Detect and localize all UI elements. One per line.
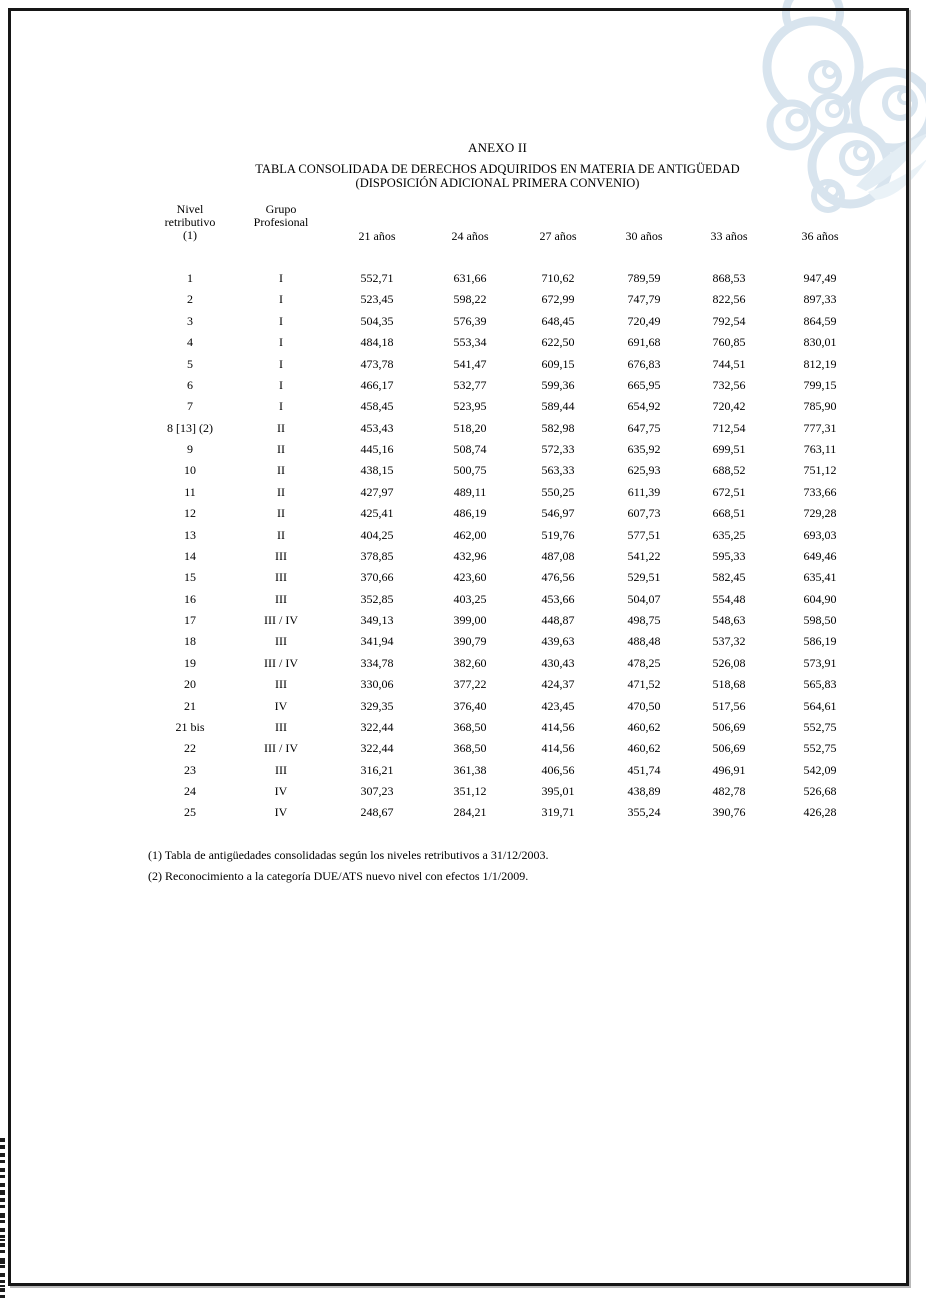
cell-27-anos: 519,76 [541,527,575,542]
cell-33-anos: 744,51 [712,356,746,371]
cell-nivel: 20 [184,677,196,692]
cell-36-anos: 777,31 [803,420,837,435]
cell-33-anos: 506,69 [712,741,746,756]
cell-24-anos: 598,22 [453,292,487,307]
cell-30-anos: 438,89 [627,784,661,798]
cell-24-anos: 390,79 [453,634,487,649]
cell-30-anos: 607,73 [627,506,661,521]
cell-33-anos: 688,52 [712,463,746,478]
cell-33-anos: 668,51 [712,506,746,521]
cell-21-anos: 378,85 [360,548,394,563]
cell-nivel: 6 [187,377,193,392]
cell-30-anos: 611,39 [627,484,661,499]
cell-grupo: IV [274,698,288,713]
cell-33-anos: 518,68 [712,677,746,692]
cell-27-anos: 609,15 [541,356,575,371]
cell-36-anos: 598,50 [803,613,837,627]
cell-24-anos: 508,74 [453,442,487,456]
cell-33-anos: 792,54 [712,313,746,328]
header-36-anos: 36 años [801,229,839,243]
table-row [150,332,872,353]
cell-21-anos: 352,85 [360,591,394,606]
cell-nivel: 19 [184,655,196,670]
cell-21-anos: 504,35 [360,313,394,328]
cell-21-anos: 473,78 [360,356,394,371]
cell-nivel: 10 [184,463,196,478]
cell-nivel: 16 [184,591,196,606]
cell-30-anos: 478,25 [627,655,661,670]
header-30-anos: 30 años [625,229,663,243]
cell-36-anos: 897,33 [803,292,837,307]
cell-24-anos: 518,20 [453,420,487,435]
cell-24-anos: 403,25 [453,591,487,606]
table-row [150,717,872,738]
cell-27-anos: 414,56 [541,741,575,756]
cell-27-anos: 572,33 [541,442,575,456]
header-24-anos: 24 años [451,229,489,243]
cell-30-anos: 665,95 [627,377,661,392]
table-header [150,203,872,243]
cell-24-anos: 489,11 [453,484,487,499]
document-title-line1: TABLA CONSOLIDADA DE DERECHOS ADQUIRIDOS EN MATERIA DE ANTIGÜEDAD [255,162,740,176]
cell-27-anos: 622,50 [541,335,575,350]
cell-21-anos: 466,17 [360,377,394,392]
cell-24-anos: 361,38 [453,762,487,777]
cell-30-anos: 747,79 [627,292,661,307]
cell-21-anos: 445,16 [360,442,394,456]
cell-33-anos: 582,45 [712,570,746,585]
cell-27-anos: 423,45 [541,698,575,713]
cell-36-anos: 799,15 [803,377,837,392]
cell-grupo: I [279,377,283,392]
cell-30-anos: 529,51 [627,570,661,585]
cell-24-anos: 576,39 [453,313,487,328]
table-row [150,631,872,652]
cell-36-anos: 586,19 [803,634,837,649]
cell-30-anos: 654,92 [627,399,661,414]
cell-24-anos: 351,12 [453,784,487,798]
cell-33-anos: 822,56 [712,292,746,307]
cell-30-anos: 647,75 [627,420,661,435]
cell-33-anos: 720,42 [712,399,746,414]
cell-24-anos: 368,50 [453,741,487,756]
cell-33-anos: 595,33 [712,548,746,563]
cell-nivel: 3 [187,313,193,328]
cell-36-anos: 426,28 [803,805,837,820]
cell-30-anos: 451,74 [627,762,661,777]
cell-36-anos: 552,75 [803,719,837,734]
cell-33-anos: 635,25 [712,527,746,542]
cell-24-anos: 553,34 [453,335,487,350]
cell-21-anos: 330,06 [360,677,394,692]
cell-36-anos: 864,59 [803,313,837,328]
cell-nivel: 23 [184,762,196,777]
cell-30-anos: 541,22 [627,548,661,563]
cell-grupo: III [275,570,287,585]
cell-24-anos: 523,95 [453,399,487,414]
cell-grupo: I [279,356,283,371]
table-body [150,268,872,824]
cell-21-anos: 341,94 [360,634,394,649]
cell-27-anos: 546,97 [541,506,575,521]
cell-33-anos: 496,91 [712,762,746,777]
cell-30-anos: 789,59 [627,271,661,285]
cell-36-anos: 565,83 [803,677,837,692]
cell-36-anos: 947,49 [803,271,837,285]
cell-36-anos: 564,61 [803,698,837,713]
cell-grupo: II [277,463,285,478]
annex-title: ANEXO II [467,140,527,155]
cell-30-anos: 635,92 [627,442,661,456]
cell-grupo: I [279,399,283,414]
cell-24-anos: 432,96 [453,548,487,563]
cell-grupo: III / IV [264,741,298,756]
cell-27-anos: 672,99 [541,292,575,307]
cell-27-anos: 453,66 [541,591,575,606]
table-row [150,268,872,289]
footnote-2: (2) Reconocimiento a la categoría DUE/ATS nuevo nivel con efectos 1/1/2009. [148,869,529,883]
cell-nivel: 24 [184,784,196,798]
cell-nivel: 12 [184,506,196,521]
cell-27-anos: 414,56 [541,719,575,734]
cell-grupo: III [275,634,287,649]
table-row [150,460,872,481]
cell-36-anos: 649,46 [803,548,837,563]
cell-27-anos: 406,56 [541,762,575,777]
cell-nivel: 1 [187,271,193,285]
cell-24-anos: 486,19 [453,506,487,521]
cell-21-anos: 334,78 [360,655,394,670]
cell-27-anos: 599,36 [541,377,575,392]
cell-nivel: 4 [187,335,193,350]
cell-21-anos: 438,15 [360,463,394,478]
table-row [150,589,872,610]
cell-21-anos: 316,21 [360,762,394,777]
cell-36-anos: 526,68 [803,784,837,798]
cell-33-anos: 390,76 [712,805,746,820]
table-row [150,696,872,717]
cell-grupo: IV [274,805,288,820]
cell-grupo: III / IV [264,613,298,627]
cell-33-anos: 732,56 [712,377,746,392]
table-row [150,546,872,567]
cell-30-anos: 691,68 [627,335,661,350]
cell-24-anos: 399,00 [453,613,487,627]
cell-24-anos: 541,47 [453,356,487,371]
cell-grupo: II [277,420,285,435]
table-row [150,738,872,759]
cell-21-anos: 370,66 [360,570,394,585]
cell-21-anos: 307,23 [360,784,394,798]
cell-21-anos: 484,18 [360,335,394,350]
cell-24-anos: 368,50 [453,719,487,734]
cell-21-anos: 427,97 [360,484,394,499]
cell-nivel: 13 [184,527,196,542]
cell-nivel: 7 [187,399,193,414]
cell-36-anos: 729,28 [803,506,837,521]
cell-36-anos: 733,66 [803,484,837,499]
cell-30-anos: 488,48 [627,634,661,649]
cell-30-anos: 676,83 [627,356,661,371]
cell-30-anos: 720,49 [627,313,661,328]
table-row [150,418,872,439]
cell-nivel: 18 [184,634,196,649]
cell-33-anos: 537,32 [712,634,746,649]
cell-24-anos: 423,60 [453,570,487,585]
table-row [150,802,872,823]
cell-36-anos: 812,19 [803,356,837,371]
header-21-anos: 21 años [358,229,396,243]
cell-30-anos: 460,62 [627,741,661,756]
header-grupo-profesional [230,203,332,243]
cell-33-anos: 517,56 [712,698,746,713]
cell-30-anos: 577,51 [627,527,661,542]
cell-24-anos: 631,66 [453,271,487,285]
cell-27-anos: 430,43 [541,655,575,670]
cell-27-anos: 648,45 [541,313,575,328]
cell-nivel: 11 [184,484,196,499]
cell-30-anos: 625,93 [627,463,661,478]
cell-nivel: 21 bis [175,719,205,734]
cell-21-anos: 404,25 [360,527,394,542]
cell-30-anos: 470,50 [627,698,661,713]
cell-27-anos: 487,08 [541,548,575,563]
table-row [150,396,872,417]
cell-grupo: I [279,313,283,328]
cell-36-anos: 830,01 [803,335,837,350]
header-grupo-line1: Grupo [265,202,297,216]
cell-33-anos: 699,51 [712,442,746,456]
cell-33-anos: 506,69 [712,719,746,734]
cell-30-anos: 471,52 [627,677,661,692]
table-row [150,525,872,546]
cell-30-anos: 504,07 [627,591,661,606]
cell-grupo: III [275,719,287,734]
cell-27-anos: 550,25 [541,484,575,499]
cell-27-anos: 424,37 [541,677,575,692]
cell-24-anos: 462,00 [453,527,487,542]
header-nivel-line2: (1) [183,228,197,242]
cell-nivel: 9 [187,442,193,456]
table-row [150,610,872,631]
cell-27-anos: 439,63 [541,634,575,649]
cell-27-anos: 319,71 [541,805,575,820]
cell-grupo: II [277,527,285,542]
cell-21-anos: 458,45 [360,399,394,414]
cell-36-anos: 604,90 [803,591,837,606]
cell-36-anos: 693,03 [803,527,837,542]
cell-21-anos: 425,41 [360,506,394,521]
cell-grupo: I [279,292,283,307]
cell-nivel: 8 [13] (2) [167,420,213,435]
table-row [150,482,872,503]
cell-27-anos: 563,33 [541,463,575,478]
cell-24-anos: 382,60 [453,655,487,670]
table-row [150,311,872,332]
cell-nivel: 14 [184,548,196,563]
edge-code-fragment [0,1138,5,1298]
cell-21-anos: 329,35 [360,698,394,713]
table-row [150,439,872,460]
cell-nivel: 17 [184,613,196,627]
cell-24-anos: 500,75 [453,463,487,478]
cell-36-anos: 751,12 [803,463,837,478]
table-row [150,674,872,695]
cell-33-anos: 672,51 [712,484,746,499]
cell-grupo: I [279,271,283,285]
table-row [150,375,872,396]
cell-36-anos: 635,41 [803,570,837,585]
cell-27-anos: 476,56 [541,570,575,585]
cell-grupo: III [275,548,287,563]
cell-30-anos: 498,75 [627,613,661,627]
header-grupo-line2: Profesional [253,215,309,229]
cell-grupo: III / IV [264,655,298,670]
cell-nivel: 2 [187,292,193,307]
cell-27-anos: 710,62 [541,271,575,285]
cell-36-anos: 552,75 [803,741,837,756]
table-row [150,781,872,802]
cell-33-anos: 526,08 [712,655,746,670]
cell-nivel: 5 [187,356,193,371]
cell-36-anos: 785,90 [803,399,837,414]
table-row [150,289,872,310]
cell-27-anos: 589,44 [541,399,575,414]
cell-grupo: III [275,677,287,692]
cell-33-anos: 548,63 [712,613,746,627]
cell-nivel: 21 [184,698,196,713]
header-33-anos: 33 años [710,229,748,243]
table-row [150,653,872,674]
cell-33-anos: 482,78 [712,784,746,798]
cell-grupo: II [277,442,285,456]
cell-36-anos: 542,09 [803,762,837,777]
cell-grupo: II [277,506,285,521]
table-row [150,760,872,781]
cell-grupo: IV [274,784,288,798]
cell-nivel: 22 [184,741,196,756]
cell-grupo: I [279,335,283,350]
header-nivel-retributivo [150,203,230,243]
cell-21-anos: 453,43 [360,420,394,435]
cell-24-anos: 532,77 [453,377,487,392]
header-nivel-line1: Nivel retributivo [164,202,216,229]
document-title-line2: (DISPOSICIÓN ADICIONAL PRIMERA CONVENIO) [355,176,640,190]
cell-33-anos: 712,54 [712,420,746,435]
table-row [150,354,872,375]
table-row [150,503,872,524]
cell-21-anos: 248,67 [360,805,394,820]
cell-27-anos: 582,98 [541,420,575,435]
cell-24-anos: 376,40 [453,698,487,713]
cell-33-anos: 760,85 [712,335,746,350]
cell-nivel: 25 [184,805,196,820]
cell-30-anos: 460,62 [627,719,661,734]
cell-nivel: 15 [184,570,196,585]
cell-33-anos: 554,48 [712,591,746,606]
cell-21-anos: 322,44 [360,741,394,756]
cell-27-anos: 448,87 [541,613,575,627]
cell-21-anos: 322,44 [360,719,394,734]
cell-27-anos: 395,01 [541,784,575,798]
cell-grupo: III [275,591,287,606]
cell-grupo: II [277,484,285,499]
cell-36-anos: 573,91 [803,655,837,670]
cell-24-anos: 377,22 [453,677,487,692]
cell-24-anos: 284,21 [453,805,487,820]
header-27-anos: 27 años [539,229,577,243]
cell-36-anos: 763,11 [803,442,837,456]
cell-grupo: III [275,762,287,777]
cell-21-anos: 552,71 [360,271,394,285]
table-row [150,567,872,588]
cell-33-anos: 868,53 [712,271,746,285]
footnote-1: (1) Tabla de antigüedades consolidadas según los niveles retributivos a 31/12/2003. [148,848,549,862]
cell-21-anos: 349,13 [360,613,394,627]
cell-30-anos: 355,24 [627,805,661,820]
cell-21-anos: 523,45 [360,292,394,307]
